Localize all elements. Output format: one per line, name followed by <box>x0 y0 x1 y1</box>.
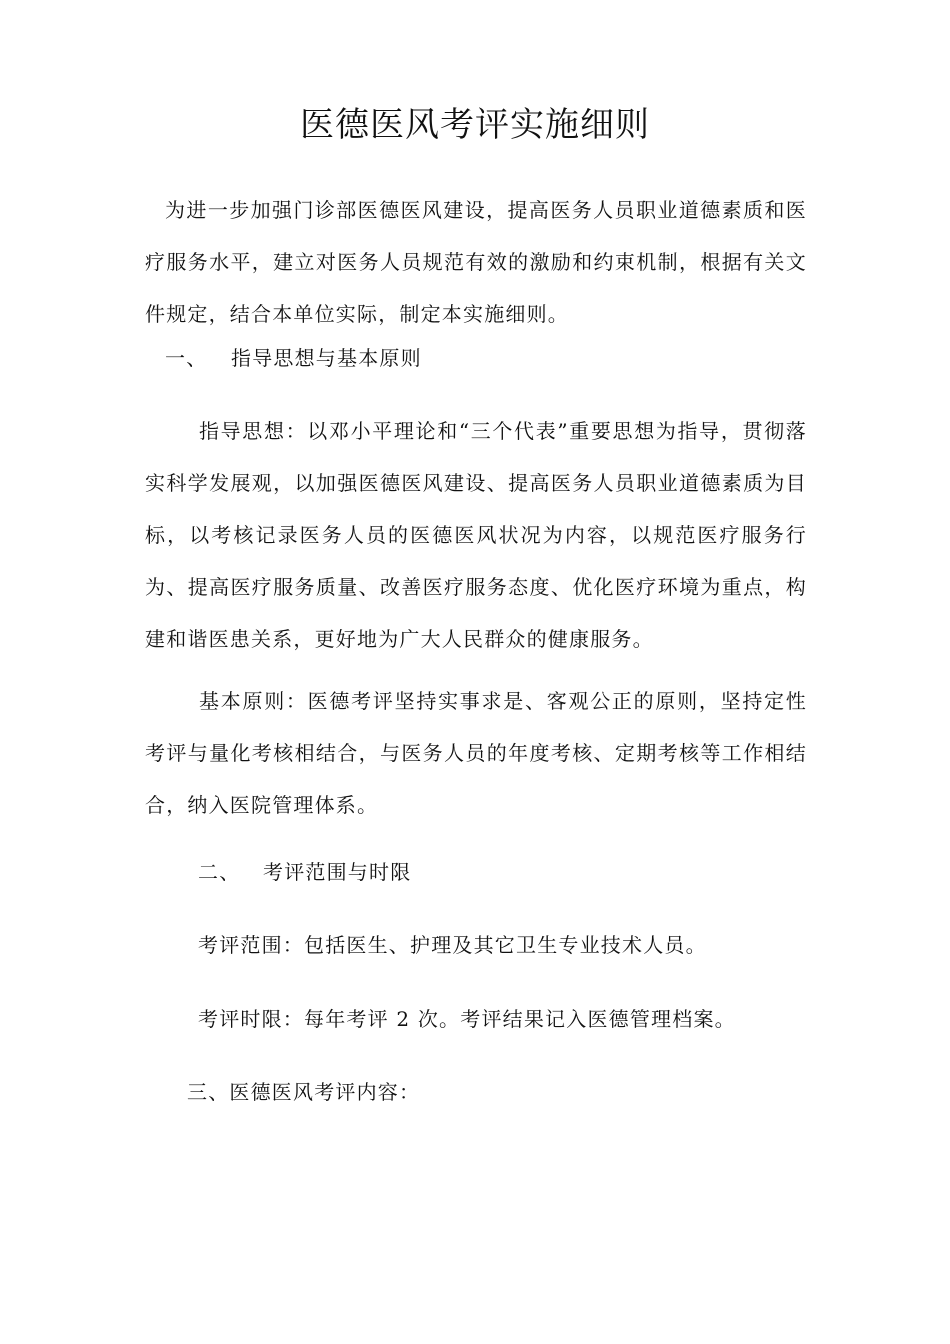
section-2-number: 二、 <box>198 860 241 884</box>
section-1-number: 一、 <box>165 346 208 370</box>
basic-principle-paragraph: 基本原则：医德考评坚持实事求是、客观公正的原则，坚持定性考评与量化考核相结合，与医务人员的年度考核、定期考核等工作相结合，纳入医院管理体系。 <box>145 689 807 817</box>
section-2-title: 考评范围与时限 <box>263 860 412 884</box>
section-3-heading: 三、医德医风考评内容： <box>187 1080 421 1104</box>
guiding-thought-paragraph: 指导思想：以邓小平理论和“三个代表”重要思想为指导，贯彻落实科学发展观，以加强医德医风建设、提高医务人员职业道德素质为目标，以考核记录医务人员的医德医风状况为内容，以规范医疗服务行为、提高医疗服务质量、改善医疗服务态度、优化医疗环境为重点，构建和谐医患关系，更好地为广大人民群众的健康服务。 <box>145 419 807 651</box>
period-line: 考评时限：每年考评 2 次。考评结果记入医德管理档案。 <box>198 1007 736 1031</box>
scope-line: 考评范围：包括医生、护理及其它卫生专业技术人员。 <box>198 933 707 957</box>
section-1-title: 指导思想与基本原则 <box>231 346 422 370</box>
document-title: 医德医风考评实施细则 <box>300 105 650 145</box>
section-1-heading <box>165 343 422 373</box>
section-2-heading <box>198 857 411 887</box>
intro-paragraph: 为进一步加强门诊部医德医风建设，提高医务人员职业道德素质和医疗服务水平，建立对医务人员规范有效的激励和约束机制，根据有关文件规定，结合本单位实际，制定本实施细则。 <box>145 198 807 326</box>
